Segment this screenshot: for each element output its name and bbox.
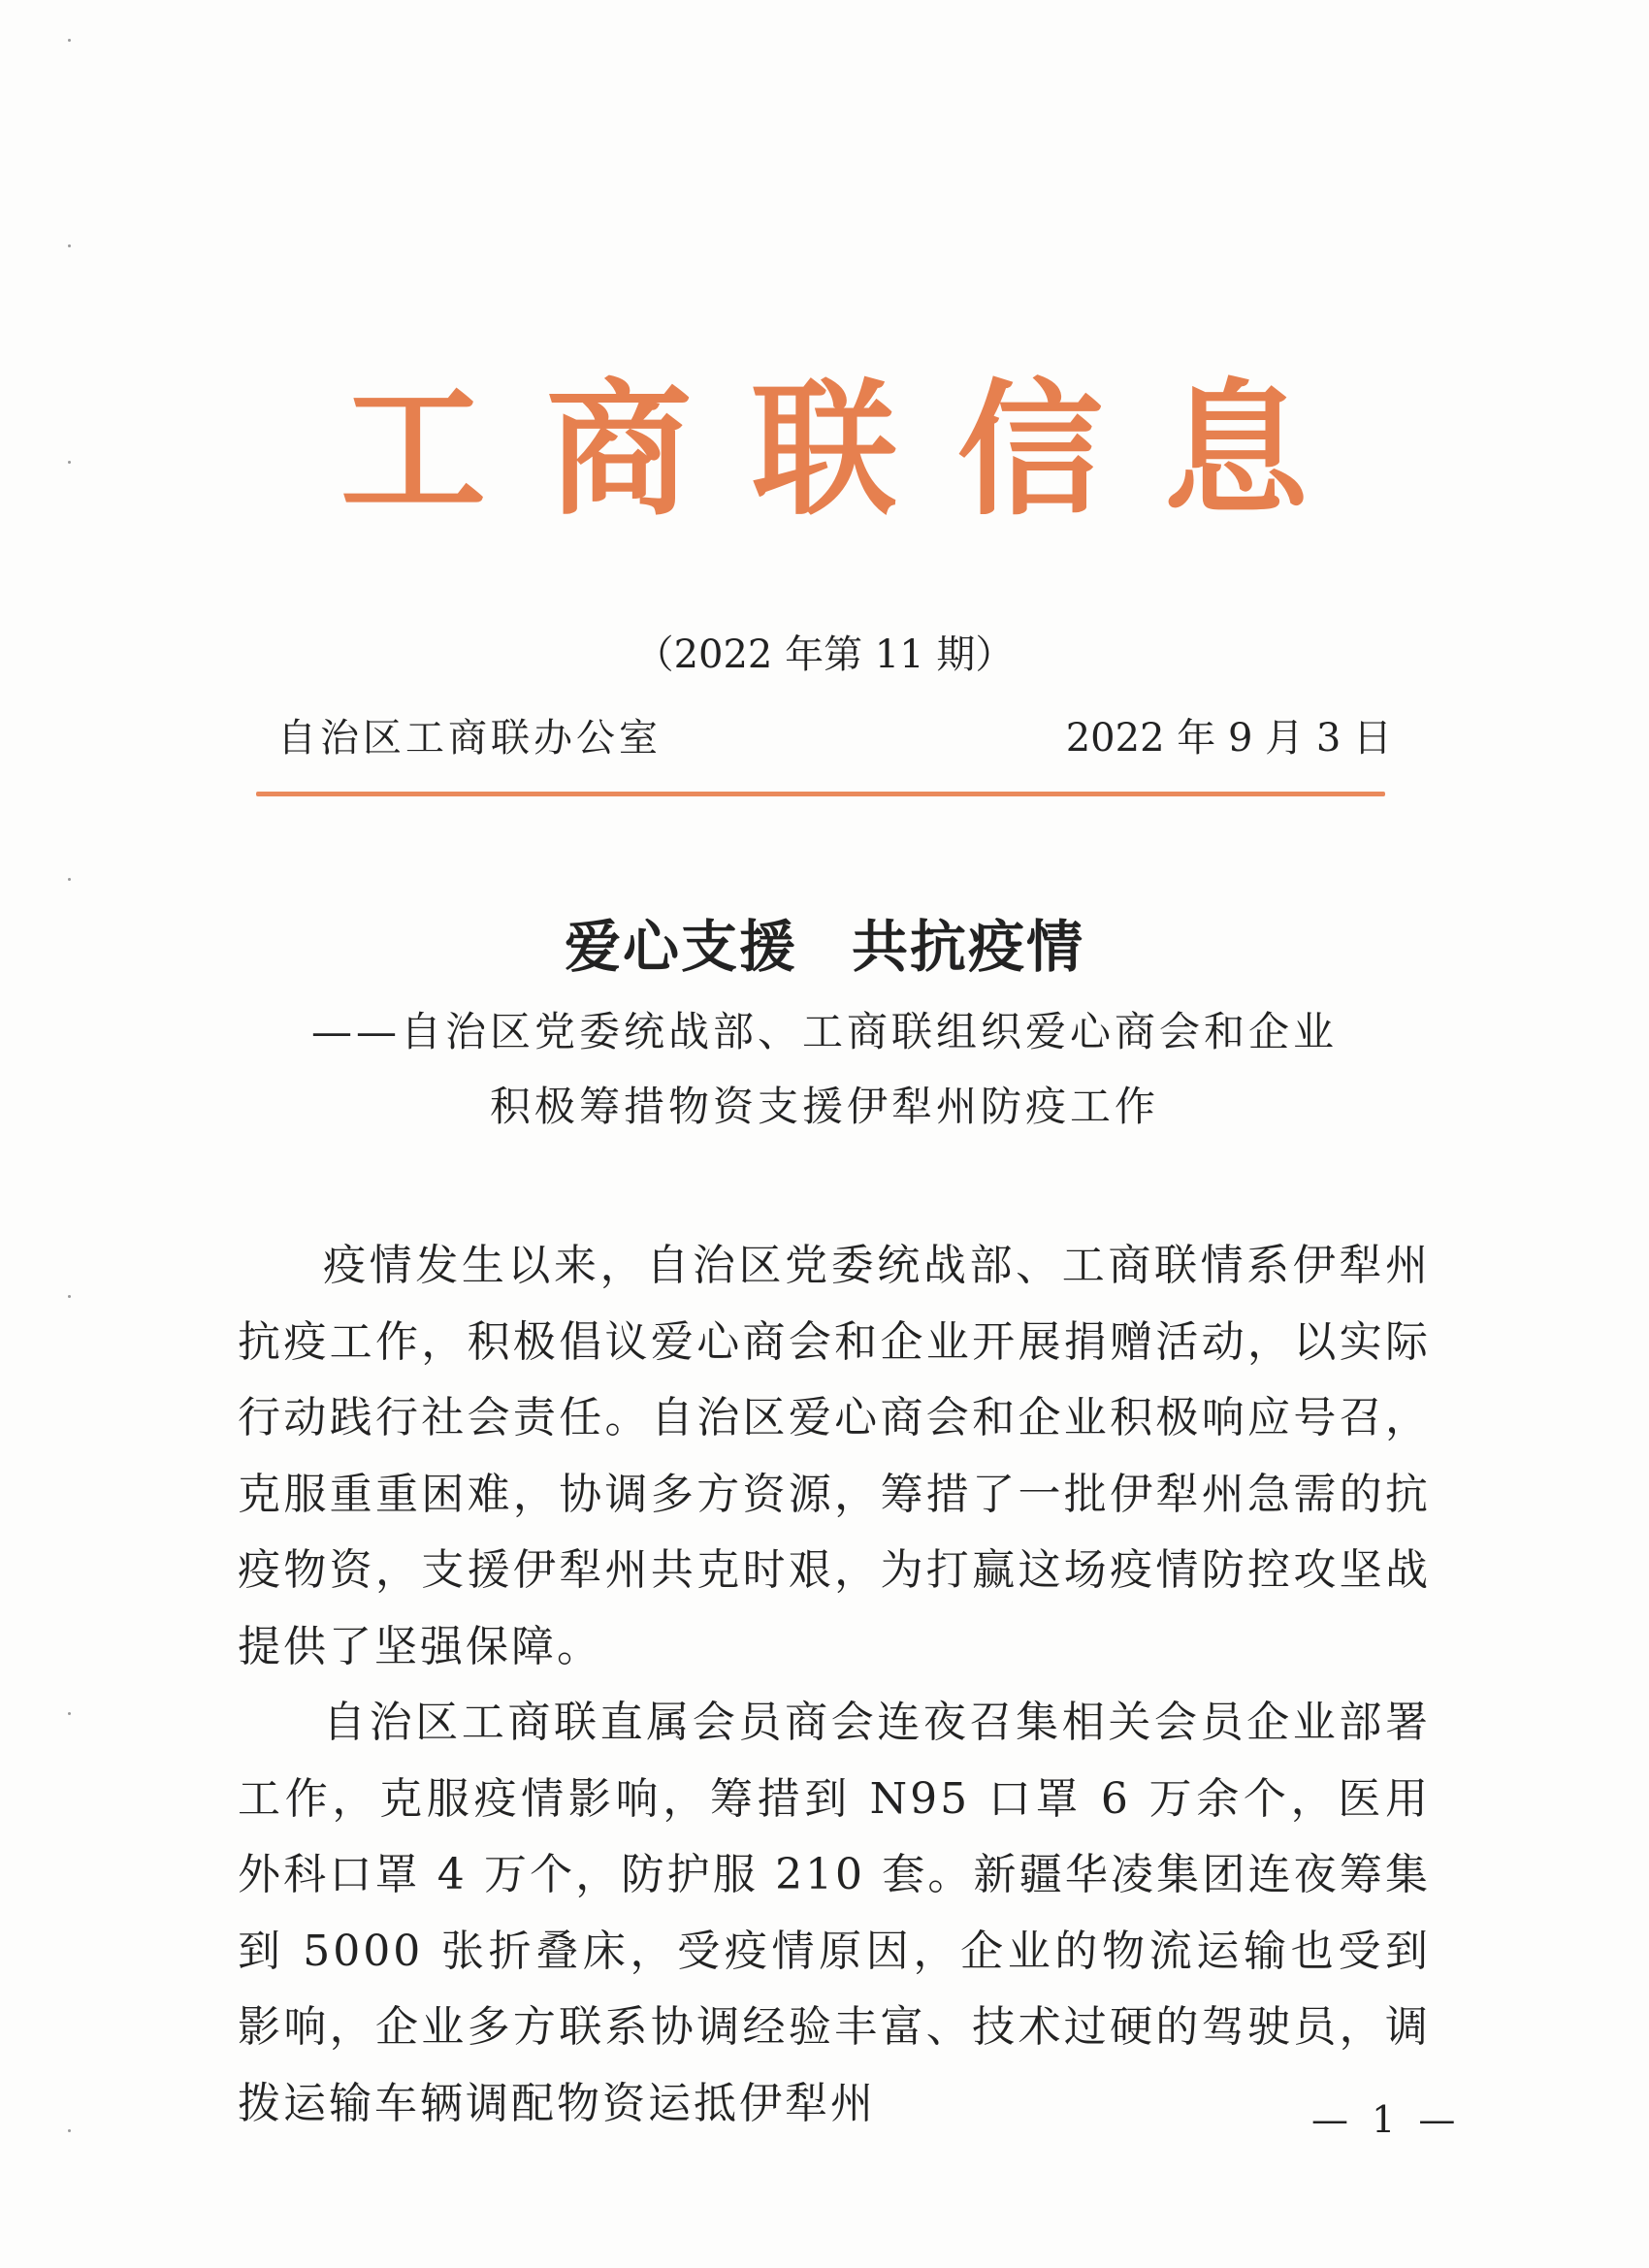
body-paragraph: 疫情发生以来，自治区党委统战部、工商联情系伊犁州抗疫工作，积极倡议爱心商会和企业开展捐赠活动，以实际行动践行社会责任。自治区爱心商会和企业积极响应号召，克服重重困难，协调多方资源，筹措了一批伊犁州急需的抗疫物资，支援伊犁州共克时艰，为打赢这场疫情防控攻坚战提供了坚强保障。 bbox=[238, 1241, 1431, 1671]
issuing-office: 自治区工商联办公室 bbox=[277, 716, 662, 761]
article-body bbox=[238, 1228, 1431, 2142]
scan-mark bbox=[68, 244, 71, 247]
header-divider bbox=[256, 792, 1385, 796]
scan-mark bbox=[68, 39, 71, 42]
page-number: — 1 — bbox=[1311, 2098, 1462, 2141]
scan-mark bbox=[68, 878, 71, 881]
scan-mark bbox=[68, 1295, 71, 1298]
body-paragraph: 自治区工商联直属会员商会连夜召集相关会员企业部署工作，克服疫情影响，筹措到 N95 口罩 6 万余个，医用外科口罩 4 万个，防护服 210 套。新疆华凌集团连夜筹集到 5000 张折叠床，受疫情原因，企业的物流运输也受到影响，企业多方联系协调经验丰富、技术过硬的驾驶员，调拨运输车辆调配物资运抵伊犁州 bbox=[238, 1698, 1431, 2128]
article-title-part1: 爱心支援 bbox=[564, 914, 797, 980]
issue-number: （2022 年第 11 期） bbox=[634, 632, 1015, 677]
masthead-title: 工商联信息 bbox=[340, 367, 1369, 535]
scan-mark bbox=[68, 2129, 71, 2132]
article-subtitle-line2: 积极筹措物资支援伊犁州防疫工作 bbox=[489, 1083, 1159, 1130]
article-subtitle-line1: ——自治区党委统战部、工商联组织爱心商会和企业 bbox=[310, 1008, 1338, 1055]
article-title bbox=[0, 912, 1649, 982]
scan-mark bbox=[68, 1712, 71, 1715]
article-title-part2: 共抗疫情 bbox=[852, 914, 1085, 980]
issue-date: 2022 年 9 月 3 日 bbox=[1065, 716, 1392, 761]
